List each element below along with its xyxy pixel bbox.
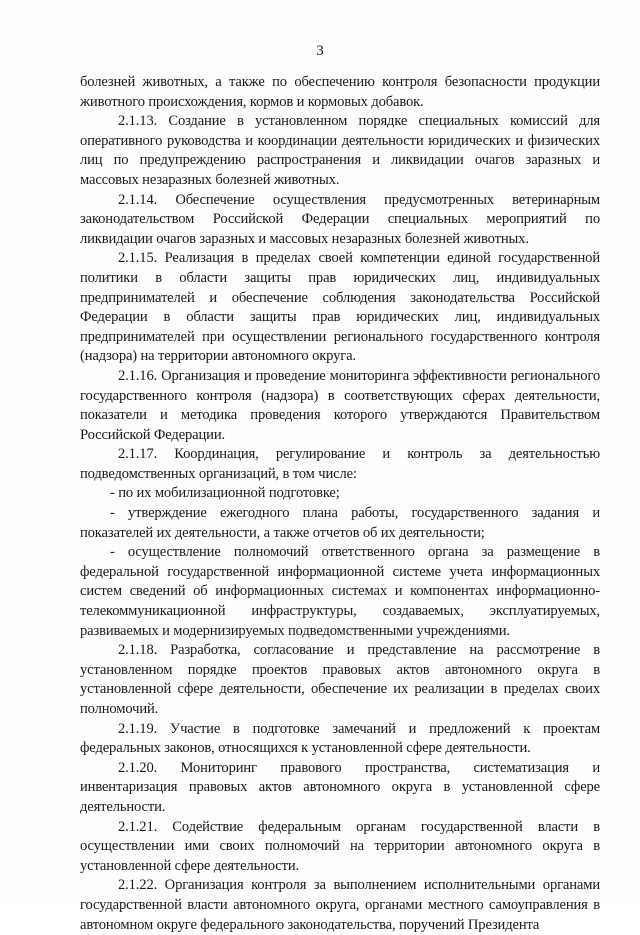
paragraph-2-1-16: 2.1.16. Организация и проведение мониторинга эффективности регионального государственного контроля (надзора) в соответствующих сферах деятельности, показатели и методика проведения которого утверждаются Правительством Российской Федерации. [80,367,600,443]
document-body [80,73,600,935]
paragraph-continuation: болезней животных, а также по обеспечению контроля безопасности продукции животного происхождения, кормов и кормовых добавок. [80,74,600,110]
paragraph-2-1-18: 2.1.18. Разработка, согласование и представление на рассмотрение в установленном порядке проектов правовых актов автономного округа в установленной сфере деятельности, обеспечение их реализации в пределах своих полномочий. [80,642,600,717]
list-item-plan-approval: - утверждение ежегодного плана работы, государственного задания и показателей их деятельности, а также отчетов об их деятельности; [80,505,600,541]
list-item-mobilization: - по их мобилизационной подготовке; [110,485,340,502]
paragraph-2-1-14: 2.1.14. Обеспечение осуществления предусмотренных ветеринарным законодательством Российской Федерации специальных мероприятий по ликвидации очагов заразных и массовых незаразных болезней животных. [80,191,600,247]
paragraph-2-1-22: 2.1.22. Организация контроля за выполнением исполнительными органами государственной власти автономного округа, органами местного самоуправления в автономном округе федерального законодательства, поручений Президента [80,877,600,933]
paragraph-2-1-21: 2.1.21. Содействие федеральным органам государственной власти в осуществлении ими своих полномочий на территории автономного округа в установленной сфере деятельности. [80,818,600,874]
page-number: 3 [316,43,324,59]
paragraph-2-1-13: 2.1.13. Создание в установленном порядке специальных комиссий для оперативного руководства и координации деятельности юридических и физических лиц по предупреждению распространения и ликвидации очагов заразных и массовых незаразных болезней животных. [80,113,600,188]
paragraph-2-1-17: 2.1.17. Координация, регулирование и контроль за деятельностью подведомственных организаций, в том числе: [80,446,600,482]
paragraph-2-1-19: 2.1.19. Участие в подготовке замечаний и предложений к проектам федеральных законов, относящихся к установленной сфере деятельности. [80,720,600,757]
list-item-information-systems: - осуществление полномочий ответственного органа за размещение в федеральной государственной информационной системе учета информационных систем сведений об информационных системах и компонентах информационно-телекоммуникационной инфраструктуры, создаваемых, эксплуатируемых, развиваемых и модернизируемых подведомственными учреждениями. [80,544,600,639]
paragraph-2-1-20: 2.1.20. Мониторинг правового пространства, систематизация и инвентаризация правовых актов автономного округа в установленной сфере деятельности. [80,759,600,815]
paragraph-2-1-15: 2.1.15. Реализация в пределах своей компетенции единой государственной политики в области защиты прав юридических лиц, индивидуальных предпринимателей и обеспечение соблюдения законодательства Российской Федерации в области защиты прав юридических лиц, индивидуальных предпринимателей при осуществлении регионального государственного контроля (надзора) на территории автономного округа. [80,250,600,365]
